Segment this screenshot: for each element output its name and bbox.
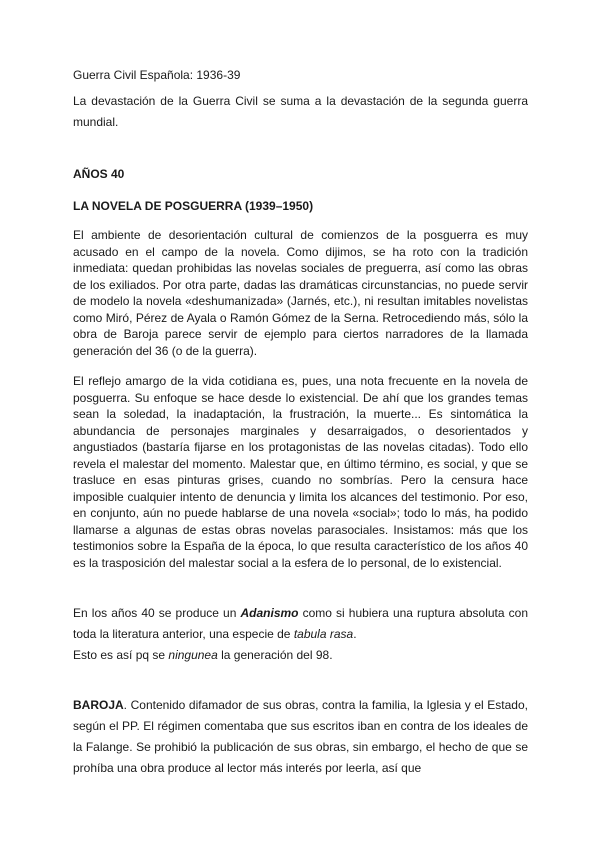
ningunea-text-start: Esto es así pq se [73,648,169,662]
novel-heading: LA NOVELA DE POSGUERRA (1939–1950) [73,199,314,213]
adanismo-text-start: En los años 40 se produce un [73,606,241,620]
tabula-rasa-term: tabula rasa [293,627,354,641]
adanismo-paragraph [73,603,528,645]
ningunea-term: ningunea [168,648,218,662]
intro-title: Guerra Civil Española: 1936-39 [73,68,241,82]
ningunea-line [73,645,528,666]
document-page [73,66,528,779]
baroja-paragraph [73,695,528,779]
adanismo-text-middle: como si hubiera una ruptura absoluta con toda la literatura anterior, una especie de [73,606,528,641]
decade-heading: AÑOS 40 [73,167,125,181]
ningunea-text-end: la generación del 98. [217,648,333,662]
adanismo-term: Adanismo [240,606,299,620]
baroja-text: . Contenido difamador de sus obras, contra la familia, la Iglesia y el Estado, según el PP. El régimen comentaba que sus escritos iban en contra de los ideales de la Falange. Se prohibió la publicación de sus obras, sin embargo, el hecho de que se prohíba una obra produce al lector más interés por leerla, así que [73,698,528,775]
intro-text: La devastación de la Guerra Civil se suma a la devastación de la segunda guerra mundial. [73,94,528,129]
adanismo-text-end: . [353,627,357,641]
baroja-name: BAROJA [73,698,124,712]
paragraph-desorientacion: El ambiente de desorientación cultural de comienzos de la posguerra es muy acusado en el campo de la novela. Como dijimos, se ha roto con la tradición inmediata: quedan prohibidas las novelas sociales de preguerra, así como las obras de los exiliados. Por otra parte, dadas las dramáticas circunstancias, no puede servir de modelo la novela «deshumanizada» (Jarnés, etc.), ni resultan imitables novelistas como Miró, Pérez de Ayala o Ramón Gómez de la Serna. Retrocediendo más, sólo la obra de Baroja parece servir de ejemplo para ciertos narradores de la llamada generación del 36 (o de la guerra). [73,228,528,358]
paragraph-reflejo: El reflejo amargo de la vida cotidiana es, pues, una nota frecuente en la novela de posguerra. Su enfoque se hace desde lo existencial. De ahí que los grandes temas sean la soledad, la inadaptación, la frustración, la muerte... Es sintomática la abundancia de personajes marginales y desarraigados, o desorientados y angustiados (bastaría fijarse en los protagonistas de las novelas citadas). Todo ello revela el malestar del momento. Malestar que, en último término, es social, y que se trasluce en esas pinturas grises, cuando no sombrías. Pero la censura hace imposible cualquier intento de denuncia y limita los alcances del testimonio. Por eso, en conjunto, aún no puede hablarse de una novela «social»; todo lo más, ha podido llamarse a algunas de estas obras novelas parasociales. Insistamos: más que los testimonios sobre la España de la época, lo que resulta característico de los años 40 es la trasposición del malestar social a la esfera de lo personal, de lo existencial. [73,374,528,570]
